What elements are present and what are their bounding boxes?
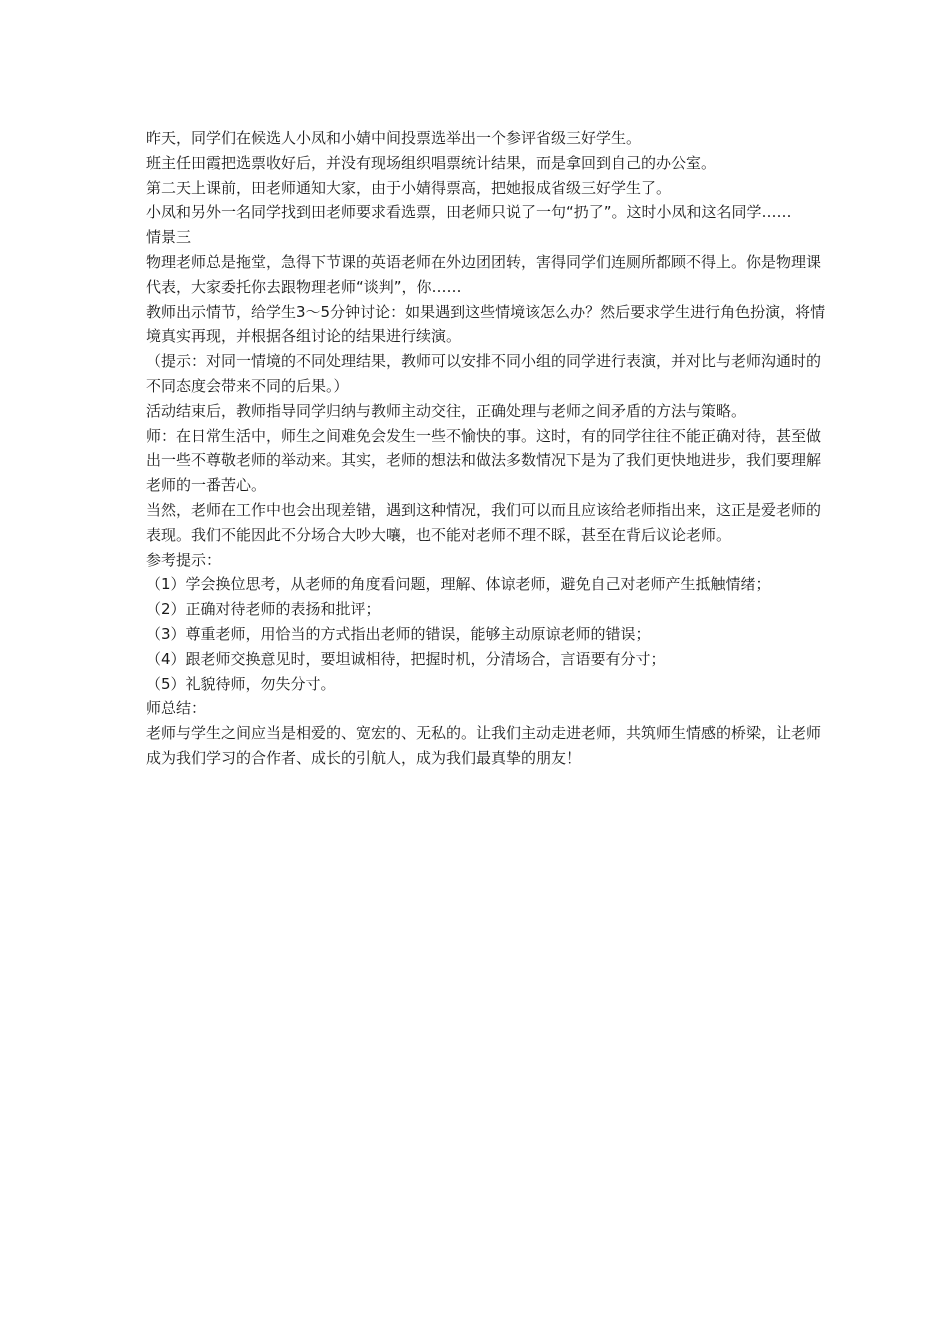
paragraph-vote: 昨天，同学们在候选人小凤和小婧中间投票选举出一个参评省级三好学生。	[146, 129, 642, 147]
list-item-tip-4: （4）跟老师交换意见时，要坦诚相待，把握时机，分清场合，言语要有分寸；	[146, 649, 666, 668]
paragraph-hint: （提示：对同一情境的不同处理结果，教师可以安排不同小组的同学进行表演，并对比与老师沟通时的不同态度会带来不同的后果。）	[146, 352, 822, 395]
document-page	[146, 126, 826, 771]
list-item-tip-1: （1）学会换位思考，从老师的角度看问题，理解、体谅老师，避免自己对老师产生抵触情绪；	[146, 575, 771, 594]
list-item-tip-5: （5）礼貌待师，勿失分寸。	[146, 674, 336, 693]
paragraph-conclusion: 老师与学生之间应当是相爱的、宽宏的、无私的。让我们主动走进老师，共筑师生情感的桥梁，让老师成为我们学习的合作者、成长的引航人，成为我们最真挚的朋友！	[146, 724, 822, 767]
list-item-tip-3: （3）尊重老师，用恰当的方式指出老师的错误，能够主动原谅老师的错误；	[146, 624, 651, 643]
paragraph-physics-teacher: 物理老师总是拖堂，急得下节课的英语老师在外边团团转，害得同学们连厕所都顾不得上。你是物理课代表，大家委托你去跟物理老师“谈判”，你……	[146, 252, 822, 296]
paragraph-teacher-speech: 师：在日常生活中，师生之间难免会发生一些不愉快的事。这时，有的同学往往不能正确对待，甚至做出一些不尊敬老师的举动来。其实，老师的想法和做法多数情况下是为了我们更快地进步，我们要理解老师的一番苦心。	[146, 426, 822, 495]
paragraph-next-day: 第二天上课前，田老师通知大家，由于小婧得票高，把她报成省级三好学生了。	[146, 178, 672, 197]
paragraph-ballots-collected: 班主任田霞把选票收好后，并没有现场组织唱票统计结果，而是拿回到自己的办公室。	[146, 153, 717, 172]
section-heading-scenario-three: 情景三	[146, 228, 192, 247]
heading-teacher-summary: 师总结：	[146, 699, 207, 718]
heading-reference-tips: 参考提示：	[146, 550, 222, 569]
list-item-tip-2: （2）正确对待老师的表扬和批评；	[146, 600, 381, 619]
paragraph-activity-summary: 活动结束后，教师指导同学归纳与教师主动交往，正确处理与老师之间矛盾的方法与策略。	[146, 401, 747, 420]
paragraph-discussion: 教师出示情节，给学生3～5分钟讨论：如果遇到这些情境该怎么办？然后要求学生进行角色扮演，将情境真实再现，并根据各组讨论的结果进行续演。	[146, 302, 826, 346]
paragraph-teacher-mistakes: 当然，老师在工作中也会出现差错，遇到这种情况，我们可以而且应该给老师指出来，这正是爱老师的表现。我们不能因此不分场合大吵大嚷，也不能对老师不理不睬，甚至在背后议论老师。	[146, 500, 822, 544]
paragraph-ask-ballots: 小凤和另外一名同学找到田老师要求看选票，田老师只说了一句“扔了”。这时小凤和这名同学……	[146, 203, 792, 222]
